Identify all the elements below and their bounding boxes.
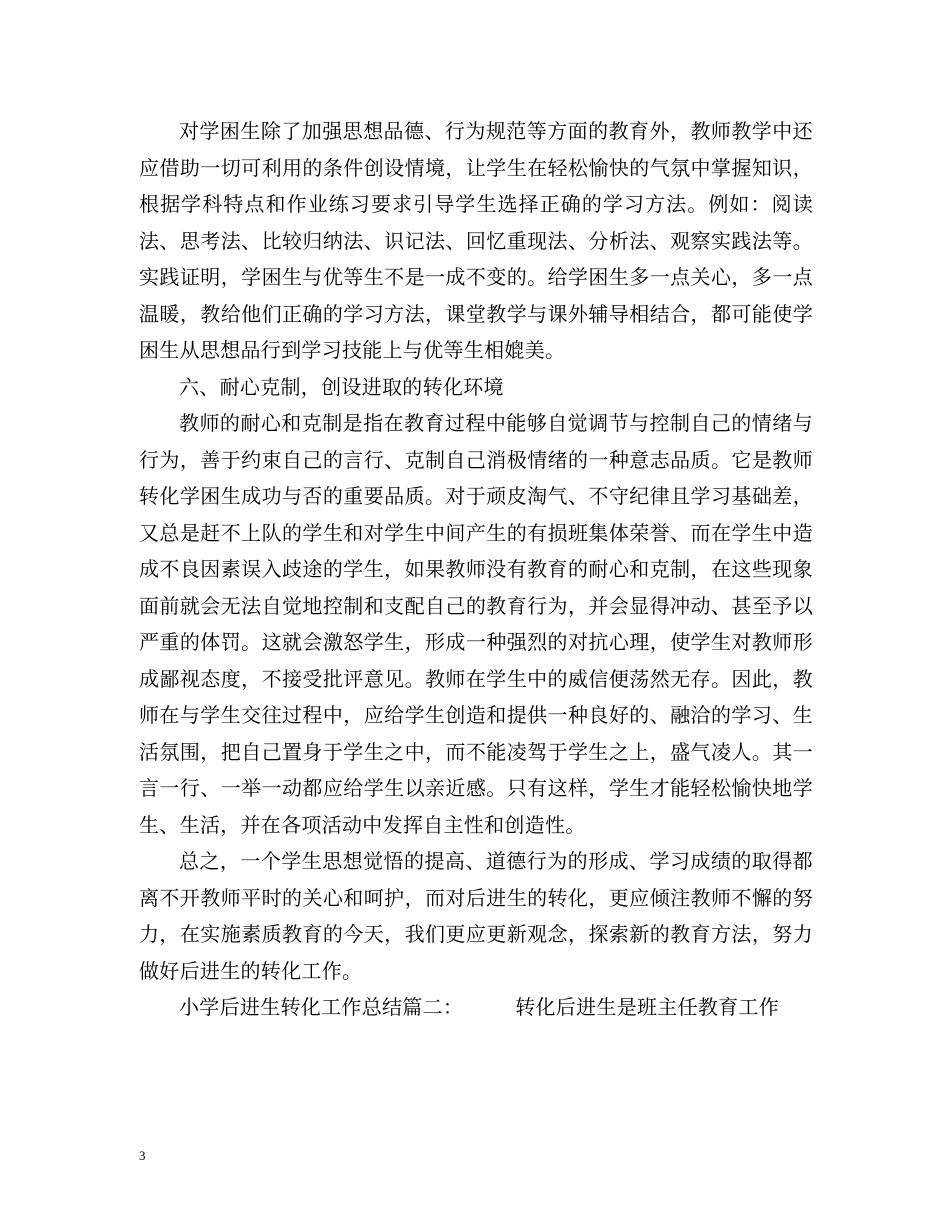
part-two-title: 小学后进生转化工作总结篇二： xyxy=(179,995,464,1019)
section-heading-patience: 六、耐心克制，创设进取的转化环境 xyxy=(179,374,504,399)
document-body xyxy=(139,113,813,1026)
page-number: 3 xyxy=(139,1148,146,1163)
paragraph-conclusion: 总之，一个学生思想觉悟的提高、道德行为的形成、学习成绩的取得都离不开教师平时的关心和呵护，而对后进生的转化，更应倾注教师不懈的努力，在实施素质教育的今天，我们更应更新观念，探索新的教育方法，努力做好后进生的转化工作。 xyxy=(139,849,813,983)
paragraph-part-two-start xyxy=(139,989,813,1026)
paragraph-patience-restraint: 教师的耐心和克制是指在教育过程中能够自觉调节与控制自己的情绪与行为，善于约束自己的言行、克制自己消极情绪的一种意志品质。它是教师转化学困生成功与否的重要品质。对于顽皮淘气、不守纪律且学习基础差，又总是赶不上队的学生和对学生中间产生的有损班集体荣誉、而在学生中造成不良因素误入歧途的学生，如果教师没有教育的耐心和克制，在这些现象面前就会无法自觉地控制和支配自己的教育行为，并会显得冲动、甚至予以严重的体罚。这就会激怒学生，形成一种强烈的对抗心理，使学生对教师形成鄙视态度，不接受批评意见。教师在学生中的威信便荡然无存。因此，教师在与学生交往过程中，应给学生创造和提供一种良好的、融洽的学习、生活氛围，把自己置身于学生之中，而不能凌驾于学生之上，盛气凌人。其一言一行、一举一动都应给学生以亲近感。只有这样，学生才能轻松愉快地学生、生活，并在各项活动中发挥自主性和创造性。 xyxy=(139,411,813,837)
paragraph-study-methods: 对学困生除了加强思想品德、行为规范等方面的教育外，教师教学中还应借助一切可利用的条件创设情境，让学生在轻松愉快的气氛中掌握知识，根据学科特点和作业练习要求引导学生选择正确的学习方法。例如：阅读法、思考法、比较归纳法、识记法、回忆重现法、分析法、观察实践法等。 实践证明，学困生与优等生不是一成不变的。给学困生多一点关心，多一点温暖，教给他们正确的学习方法，课堂教学与课外辅导相结合，都可能使学困生从思想品行到学习技能上与优等生相媲美。 xyxy=(139,119,813,362)
part-two-text: 转化后进生是班主任教育工作 xyxy=(515,995,780,1019)
